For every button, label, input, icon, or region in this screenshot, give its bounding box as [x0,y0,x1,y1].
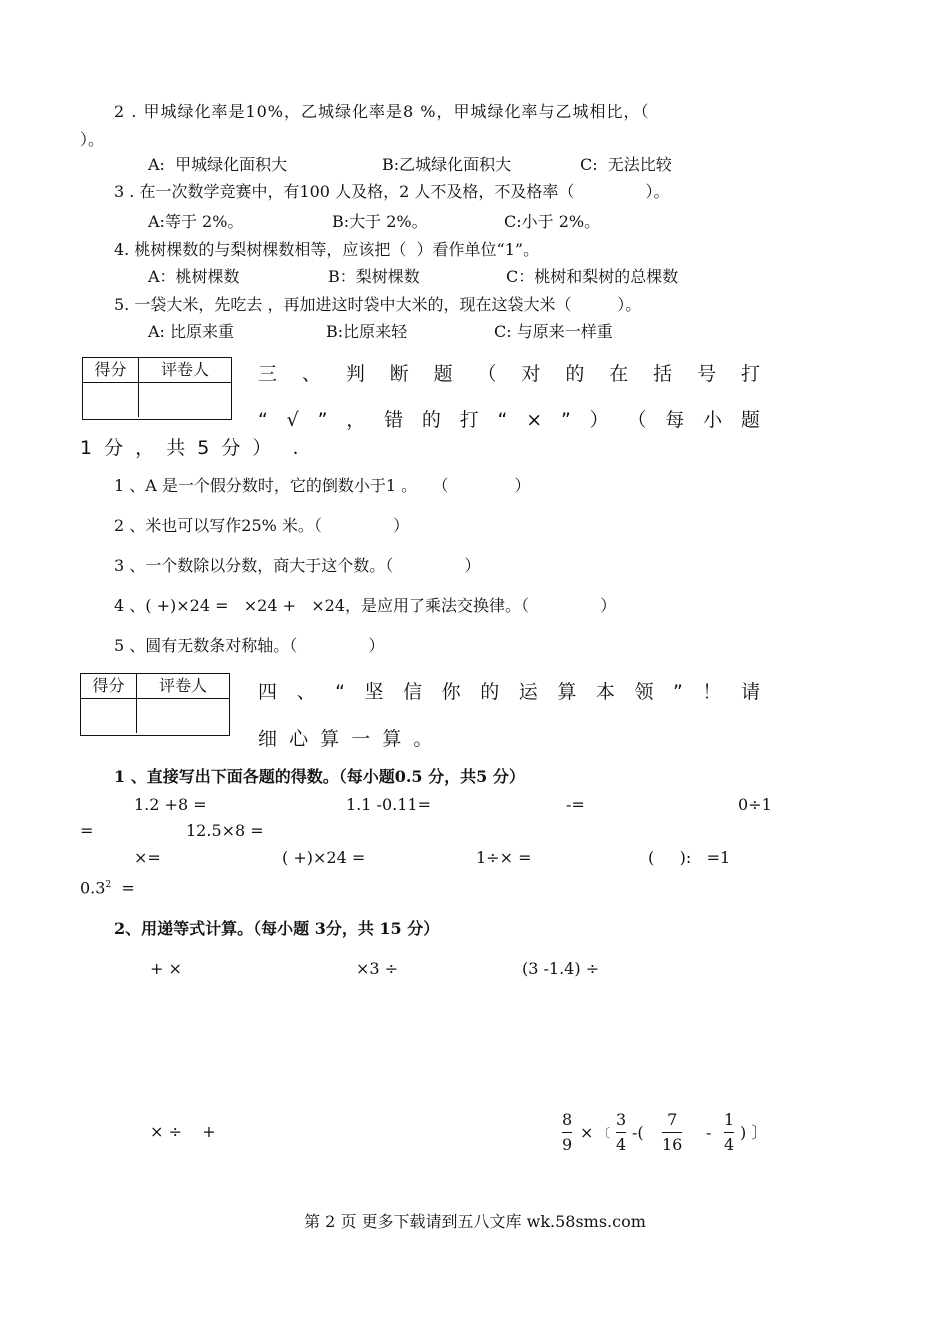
grader-label: 评卷人 [160,360,209,379]
score-box [82,357,232,420]
section4-title-line2: 细 心 算 一 算 。 [258,728,433,750]
page-footer: 第 2 页 更多下载请到五八文库 wk.58sms.com [304,1212,646,1231]
q4-option-a: A：桃树棵数 [148,267,240,286]
fraction-7-16: 7 16 [662,1110,683,1154]
calc-7: ( +)×24 = [282,848,366,867]
calc-9: ( ): =1 [648,848,731,867]
q5-option-a: A: 比原来重 [148,322,235,341]
score-cell [83,383,139,417]
sub2-title: 2、用递等式计算。（每小题 3分，共 15 分） [114,919,440,938]
q3-option-a: A:等于 2%。 [148,212,244,231]
judge-item-4: 4 、( +)×24 = ×24 + ×24，是应用了乘法交换律。（ ） [114,596,617,615]
calc-4: 0÷1 [738,795,772,814]
calc-5: 12.5×8 = [186,821,264,840]
grader-label: 评卷人 [158,676,207,695]
grader-cell [139,383,231,417]
times-sign: × [580,1123,594,1142]
calc-8: 1÷× = [476,848,532,867]
grader-cell [137,699,229,733]
section4-title-line1: 四 、 “ 坚 信 你 的 运 算 本 领 ” ！ 请 [258,681,760,703]
calc-3: -= [566,795,585,814]
step-calc-2: ×3 ÷ [356,959,399,978]
sub1-title: 1 、直接写出下面各题的得数。（每小题0.5 分，共5 分） [114,767,525,786]
bracket-close: ) 〕 [740,1123,768,1142]
q2-option-b: B:乙城绿化面积大 [382,155,512,174]
q2-text: 2 . 甲城绿化率是10%，乙城绿化率是8 %，甲城绿化率与乙城相比，（ [114,102,650,121]
calc-6: ×= [134,848,161,867]
score-label: 得分 [81,674,137,698]
section3-title-line1: 三 、 判 断 题 （ 对 的 在 括 号 打 [258,363,760,385]
q2-option-a: A: 甲城绿化面积大 [148,155,288,174]
q4-option-b: B：梨树棵数 [328,267,420,286]
bracket-open: 〔 [598,1126,611,1140]
q5-option-c: C: 与原来一样重 [494,322,613,341]
q3-option-c: C:小于 2%。 [504,212,601,231]
fraction-1-4: 1 4 [724,1110,735,1154]
q2-text-cont: ）。 [80,130,105,149]
score-box [80,673,230,736]
calc-1: 1.2 +8 = [134,795,207,814]
judge-item-5: 5 、圆有无数条对称轴。（ ） [114,636,385,655]
section3-title-line2: “ √ ” ， 错 的 打 “ × ” ） （ 每 小 题 [258,409,760,431]
q4-option-c: C：桃树和梨树的总棵数 [506,267,679,286]
q4-text: 4. 桃树棵数的与梨树棵数相等，应该把（ ）看作单位“1”。 [114,240,540,259]
calc-2: 1.1 -0.11= [346,795,431,814]
q5-option-b: B:比原来轻 [326,322,408,341]
judge-item-1: 1 、A 是一个假分数时，它的倒数小于1 。 （ ） [114,476,531,495]
step-calc-3: (3 -1.4) ÷ [522,959,600,978]
minus-paren: -( [632,1123,644,1142]
score-label: 得分 [83,358,139,382]
q2-option-c: C: 无法比较 [580,155,672,174]
section3-title-line3: 1 分 ， 共 5 分 ） . [80,437,302,459]
step-calc-1: + × [150,959,182,978]
q5-text: 5. 一袋大米，先吃去 ，再加进这时袋中大米的，现在这袋大米（ ）。 [114,295,642,314]
step-calc-4: × ÷ + [150,1122,216,1141]
q3-text: 3 . 在一次数学竞赛中，有100 人及格，2 人不及格，不及格率（ ）。 [114,182,670,201]
calc-4-cont: = [80,821,94,840]
score-cell [81,699,137,733]
calc-10: $0.3^2$ = [80,878,135,898]
q3-option-b: B:大于 2%。 [332,212,428,231]
fraction-3-4: 3 4 [616,1110,627,1154]
minus-sign: - [706,1123,712,1142]
judge-item-2: 2 、米也可以写作25% 米。（ ） [114,516,410,535]
judge-item-3: 3 、一个数除以分数，商大于这个数。（ ） [114,556,481,575]
fraction-8-9: 8 9 [562,1110,573,1154]
